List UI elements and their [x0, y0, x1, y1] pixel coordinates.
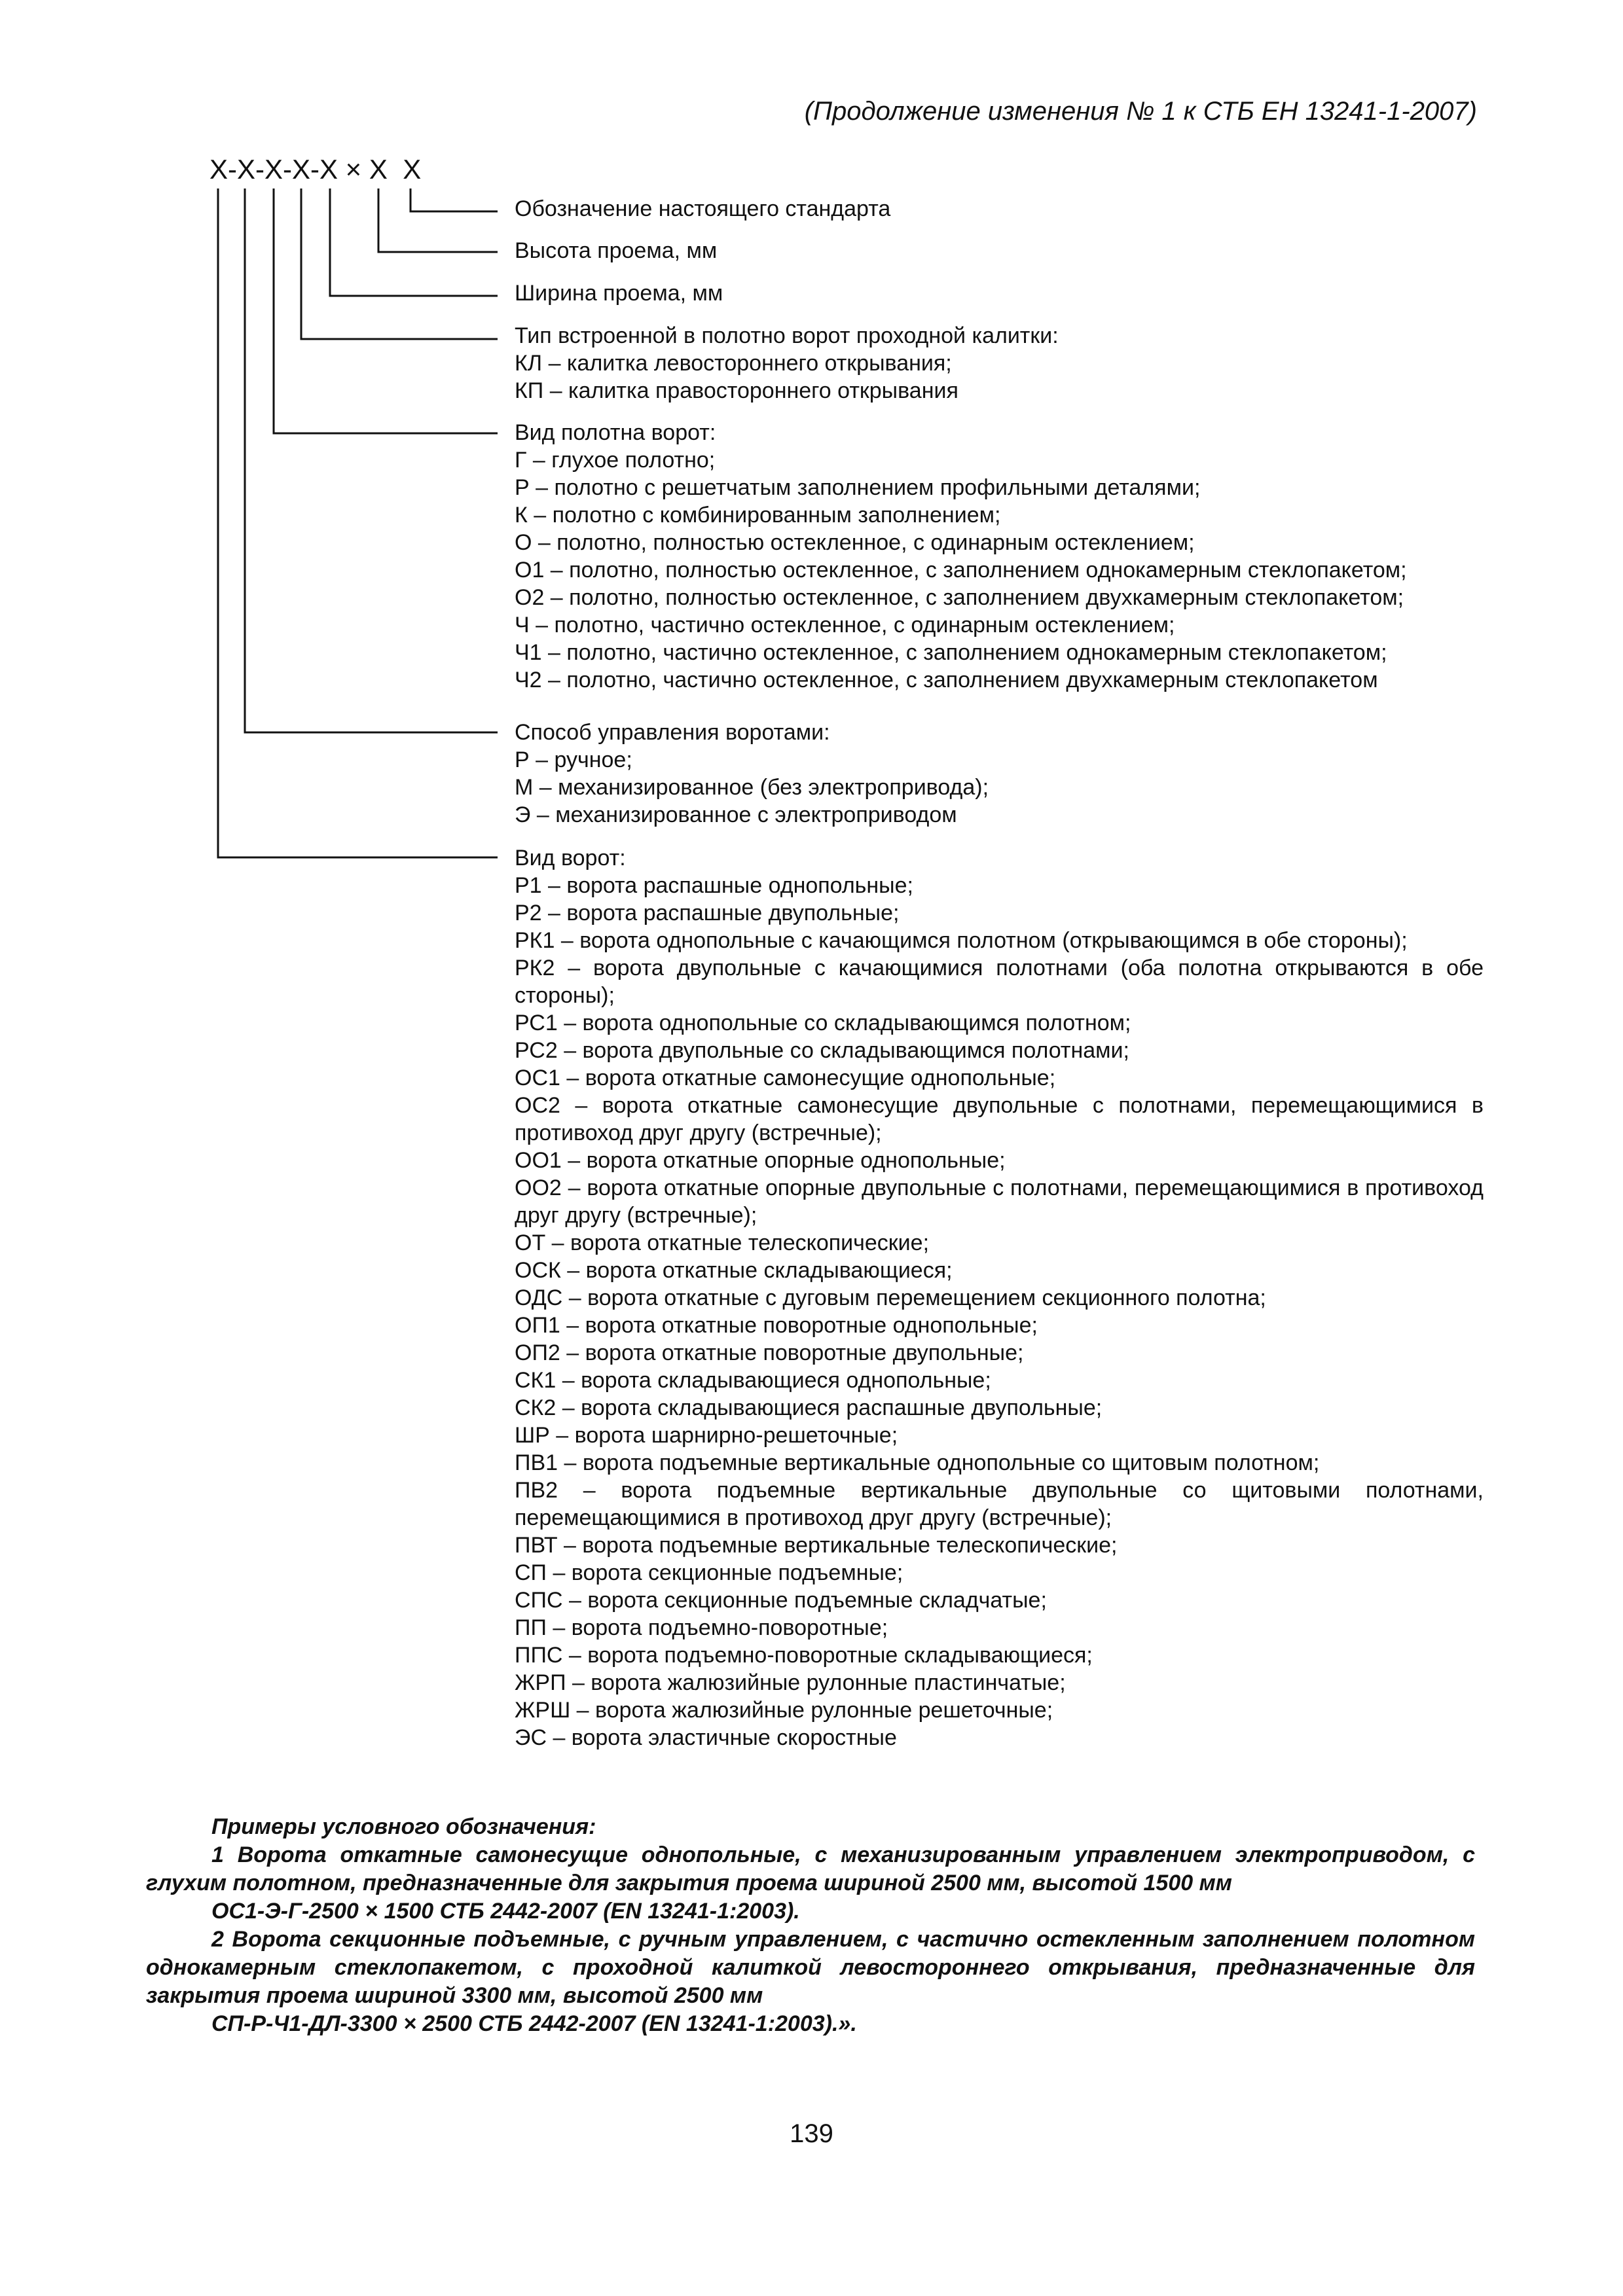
list-item: ПВ1 – ворота подъемные вертикальные однопольные со щитовым полотном;	[515, 1450, 1320, 1475]
gate-type-title: Вид ворот:	[515, 846, 626, 870]
list-item: РК1 – ворота однопольные с качающимся полотном (открывающимся в обе стороны);	[515, 928, 1408, 953]
connector-standard	[410, 188, 498, 211]
list-item: ОСК – ворота откатные складывающиеся;	[515, 1258, 953, 1283]
list-item: ЖРП – ворота жалюзийные рулонные пластинчатые;	[515, 1670, 1066, 1695]
list-item: ОС1 – ворота откатные самонесущие однопольные;	[515, 1066, 1056, 1090]
label-standard: Обозначение настоящего стандарта	[515, 196, 891, 221]
list-item: О1 – полотно, полностью остекленное, с заполнением однокамерным стеклопакетом;	[515, 558, 1407, 583]
list-item: Р – ручное;	[515, 747, 632, 772]
list-item: КП – калитка правостороннего открывания	[515, 378, 958, 403]
list-item: ОП1 – ворота откатные поворотные однопольные;	[515, 1313, 1038, 1338]
list-item: СП – ворота секционные подъемные;	[515, 1560, 903, 1585]
list-item: ПВТ – ворота подъемные вертикальные телескопические;	[515, 1533, 1118, 1558]
list-item: Р – полотно с решетчатым заполнением профильными деталями;	[515, 475, 1201, 500]
list-item: Г – глухое полотно;	[515, 448, 716, 473]
list-item: ЭС – ворота эластичные скоростные	[515, 1725, 897, 1750]
list-item: РС2 – ворота двупольные со складывающимся полотнами;	[515, 1038, 1129, 1063]
list-item: ОО2 – ворота откатные опорные двупольные с полотнами, перемещающимися в противоход друг другу (встречные);	[515, 1175, 1484, 1228]
list-item: Ч – полотно, частично остекленное, с одинарным остеклением;	[515, 613, 1175, 637]
label-width: Ширина проема, мм	[515, 281, 723, 306]
connector-control	[245, 188, 498, 732]
connector-gate-type	[218, 188, 498, 857]
list-item: ОТ – ворота откатные телескопические;	[515, 1230, 930, 1255]
page-header: (Продолжение изменения № 1 к СТБ ЕН 13241-1-2007)	[804, 97, 1477, 126]
wicket-section	[515, 322, 1484, 404]
leaf-type-title: Вид полотна ворот:	[515, 420, 716, 445]
list-item: Р2 – ворота распашные двупольные;	[515, 901, 900, 925]
examples-section	[146, 1813, 1475, 2038]
list-item: ЖРШ – ворота жалюзийные рулонные решеточные;	[515, 1698, 1053, 1723]
list-item: Ч2 – полотно, частично остекленное, с заполнением двухкамерным стеклопакетом	[515, 668, 1378, 692]
list-item: М – механизированное (без электропривода);	[515, 775, 989, 800]
gate-type-section	[515, 844, 1484, 1751]
list-item: РК2 – ворота двупольные с качающимися полотнами (оба полотна открываются в обе стороны);	[515, 956, 1484, 1008]
list-item: КЛ – калитка левостороннего открывания;	[515, 351, 952, 376]
list-item: ОДС – ворота откатные с дуговым перемещением секционного полотна;	[515, 1285, 1266, 1310]
connector-width	[330, 188, 498, 296]
list-item: Р1 – ворота распашные однопольные;	[515, 873, 913, 898]
connector-leaf-type	[274, 188, 498, 433]
wicket-title: Тип встроенной в полотно ворот проходной калитки:	[515, 323, 1059, 348]
list-item: Э – механизированное с электроприводом	[515, 802, 957, 827]
example-1-text: 1 Ворота откатные самонесущие однопольные, с механизированным управлением электроприводом, с глухим полотном, предназначенные для закрытия проема шириной 2500 мм, высотой 1500 мм	[146, 1842, 1475, 1895]
list-item: ОО1 – ворота откатные опорные однопольные;	[515, 1148, 1006, 1173]
list-item: ППС – ворота подъемно-поворотные складывающиеся;	[515, 1643, 1093, 1668]
list-item: О – полотно, полностью остекленное, с одинарным остеклением;	[515, 530, 1195, 555]
designation-code-template: X-X-X-X-X × X X	[210, 154, 422, 185]
example-2-code: СП-Р-Ч1-ДЛ-3300 × 2500 СТБ 2442-2007 (EN 13241-1:2003).».	[211, 2011, 857, 2036]
example-2-text: 2 Ворота секционные подъемные, с ручным управлением, с частично остекленным заполнением полотном однокамерным стеклопакетом, с проходной калиткой левостороннего открывания, предназначенные для закрытия проема шириной 3300 мм, высотой 2500 мм	[146, 1927, 1475, 2008]
list-item: К – полотно с комбинированным заполнением;	[515, 503, 1001, 528]
list-item: Ч1 – полотно, частично остекленное, с заполнением однокамерным стеклопакетом;	[515, 640, 1387, 665]
list-item: ОП2 – ворота откатные поворотные двупольные;	[515, 1340, 1024, 1365]
example-1-code: ОС1-Э-Г-2500 × 1500 СТБ 2442-2007 (EN 13241-1:2003).	[211, 1899, 800, 1924]
list-item: ПВ2 – ворота подъемные вертикальные двупольные со щитовыми полотнами, перемещающимися в противоход друг другу (встречные);	[515, 1478, 1484, 1530]
control-title: Способ управления воротами:	[515, 720, 830, 745]
control-section	[515, 719, 1484, 829]
leaf-type-section	[515, 419, 1484, 694]
list-item: ШР – ворота шарнирно-решеточные;	[515, 1423, 898, 1448]
list-item: О2 – полотно, полностью остекленное, с заполнением двухкамерным стеклопакетом;	[515, 585, 1404, 610]
list-item: СК2 – ворота складывающиеся распашные двупольные;	[515, 1395, 1103, 1420]
page-number: 139	[790, 2119, 833, 2148]
list-item: ПП – ворота подъемно-поворотные;	[515, 1615, 888, 1640]
list-item: РС1 – ворота однопольные со складывающимся полотном;	[515, 1011, 1131, 1035]
list-item: СК1 – ворота складывающиеся однопольные;	[515, 1368, 991, 1393]
label-height: Высота проема, мм	[515, 238, 718, 263]
list-item: ОС2 – ворота откатные самонесущие двупольные с полотнами, перемещающимися в противоход друг другу (встречные);	[515, 1093, 1484, 1145]
examples-title: Примеры условного обозначения:	[211, 1814, 596, 1839]
connector-height	[378, 188, 498, 252]
list-item: СПС – ворота секционные подъемные складчатые;	[515, 1588, 1047, 1613]
